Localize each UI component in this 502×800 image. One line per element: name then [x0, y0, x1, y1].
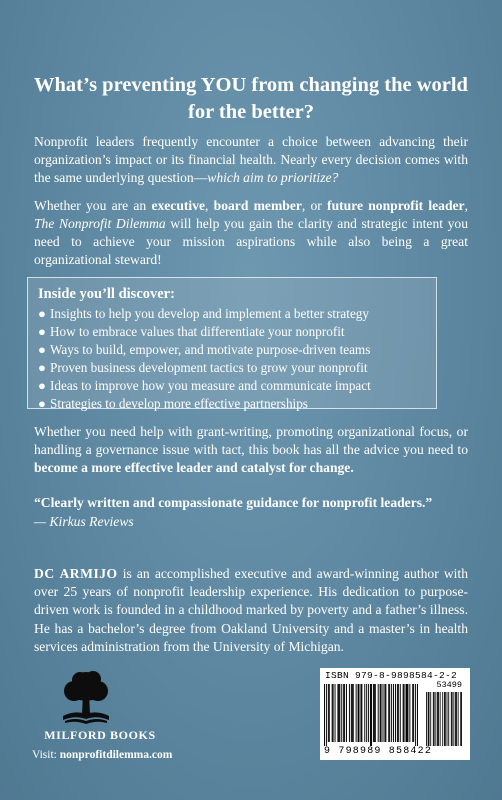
- isbn-barcode: [320, 668, 470, 760]
- barcode-bar: [343, 684, 344, 742]
- barcode-bar: [353, 684, 354, 742]
- barcode-bar: [361, 684, 362, 742]
- barcode-addon-bar: [453, 692, 454, 746]
- list-item-text: Ways to build, empower, and motivate purpose-driven teams: [50, 342, 371, 357]
- barcode-bar: [358, 684, 359, 742]
- audience-sep3: ,: [464, 198, 468, 213]
- barcode-bar: [409, 684, 410, 742]
- barcode-addon-bar: [434, 692, 435, 746]
- barcode-addon-bar: [435, 692, 436, 746]
- barcode-bar: [374, 684, 375, 742]
- barcode-bar: [332, 684, 333, 742]
- barcode-bar: [326, 684, 327, 746]
- visit-label: Visit:: [32, 749, 60, 761]
- list-item: [38, 323, 426, 341]
- audience-sep2: , or: [301, 198, 328, 213]
- list-item-text: Ideas to improve how you measure and communicate impact: [50, 378, 371, 393]
- barcode-bar: [335, 684, 336, 742]
- barcode-addon-bar: [447, 692, 448, 746]
- list-item-text: Proven business development tactics to grow your nonprofit: [50, 360, 368, 375]
- list-item: [38, 305, 426, 323]
- closing-paragraph: [34, 423, 468, 477]
- bullet-icon: ●: [38, 378, 46, 393]
- author-name: DC ARMIJO: [34, 566, 118, 581]
- barcode-bar: [406, 684, 407, 742]
- intro-paragraph: [34, 133, 468, 187]
- barcode-bar: [364, 684, 365, 742]
- barcode-bar: [370, 684, 371, 746]
- book-title: The Nonprofit Dilemma: [34, 216, 166, 231]
- list-item: [38, 341, 426, 359]
- barcode-addon-bar: [448, 692, 449, 746]
- publisher-name: MILFORD BOOKS: [44, 728, 156, 742]
- audience-pre: Whether you are an: [34, 198, 152, 213]
- barcode-bar: [368, 684, 369, 742]
- barcode-bar: [388, 684, 389, 742]
- barcode-bar: [371, 684, 372, 746]
- barcode-bar: [404, 684, 405, 742]
- barcode-addon-bar: [452, 692, 453, 746]
- barcode-addon-bar: [445, 692, 446, 746]
- audience-paragraph: [34, 197, 468, 269]
- barcode-addon-bar: [437, 692, 438, 746]
- barcode-bar: [406, 684, 407, 742]
- barcode-bar: [378, 684, 379, 742]
- barcode-bar: [341, 684, 342, 742]
- author-bio-text: is an accomplished executive and award-winning author with over 25 years of nonprofit leadership experience. His dedication to purpose-driven work is founded in a childhood marked by poverty and a father’s illness. He has a bachelor’s degree from Oakland University and a master’s in health services administration from the University of Michigan.: [34, 566, 468, 654]
- list-item: [38, 395, 426, 413]
- barcode-addon-bar: [430, 692, 431, 746]
- barcode-bar: [329, 684, 330, 742]
- review-quote: [34, 493, 474, 531]
- discover-list: [38, 305, 426, 413]
- audience-post: will help you gain the clarity and strategic intent you need to achieve your mission aspirations while also being a great organizational steward!: [34, 216, 468, 267]
- barcode-addon-bar: [426, 692, 427, 746]
- barcode-bar: [412, 684, 413, 742]
- barcode-bar: [338, 684, 339, 742]
- tree-logo-icon: [55, 668, 117, 728]
- audience-role-future: future nonprofit leader: [327, 198, 465, 213]
- barcode-bar: [413, 684, 414, 742]
- list-item: [38, 377, 426, 395]
- barcode-bar: [389, 684, 390, 742]
- barcode-bar: [333, 684, 334, 742]
- barcode-addon-bar: [428, 692, 429, 746]
- bullet-icon: ●: [38, 324, 46, 339]
- ean-digits: 9 798989 858422: [324, 746, 433, 757]
- barcode-bar: [344, 684, 345, 742]
- barcode-bar: [381, 684, 382, 742]
- barcode-bar: [328, 684, 329, 742]
- barcode-bar: [384, 684, 385, 742]
- barcode-addon-bar: [455, 692, 456, 746]
- barcode-addon-bar: [438, 692, 439, 746]
- barcode-bar: [359, 684, 360, 742]
- barcode-bar: [324, 684, 325, 746]
- barcode-bar: [391, 684, 392, 742]
- barcode-bar: [397, 684, 398, 742]
- closing-text: Whether you need help with grant-writing, promoting organizational focus, or handling a governance issue with tact, this book has all the advice you need to: [34, 424, 468, 457]
- bullet-icon: ●: [38, 360, 46, 375]
- barcode-bar: [407, 684, 408, 742]
- barcode-bar: [346, 684, 347, 742]
- barcode-addon-bar: [442, 692, 443, 746]
- audience-role-executive: executive: [151, 198, 206, 213]
- list-item-text: Strategies to develop more effective partnerships: [50, 396, 308, 411]
- barcode-bar: [400, 684, 401, 742]
- barcode-addon-bar: [461, 692, 462, 746]
- barcode-addon-bar: [429, 692, 430, 746]
- barcode-bar: [383, 684, 384, 742]
- author-bio: [34, 565, 468, 656]
- review-attribution: — Kirkus Reviews: [34, 514, 134, 529]
- barcode-bar: [373, 684, 374, 742]
- barcode-bar: [385, 684, 386, 742]
- isbn-number: ISBN 979-8-9898584-2-2: [325, 670, 458, 681]
- barcode-bar: [375, 684, 376, 742]
- barcode-bar: [360, 684, 361, 742]
- barcode-addon-bar: [460, 692, 461, 746]
- barcode-addon-number: 53499: [436, 680, 462, 690]
- intro-emphasis: which aim to prioritize?: [207, 170, 339, 185]
- bullet-icon: ●: [38, 396, 46, 411]
- audience-sep1: ,: [205, 198, 214, 213]
- barcode-bar: [366, 684, 367, 742]
- barcode-bar: [417, 684, 418, 746]
- barcode-addon-bar: [451, 692, 452, 746]
- barcode-bar: [415, 684, 416, 746]
- barcode-bar: [339, 684, 340, 742]
- bullet-icon: ●: [38, 342, 46, 357]
- barcode-bar: [398, 684, 399, 742]
- list-item-text: How to embrace values that differentiate your nonprofit: [50, 324, 345, 339]
- barcode-bar: [403, 684, 404, 742]
- barcode-addon-bar: [456, 692, 457, 746]
- barcode-bar: [380, 684, 381, 742]
- review-quote-text: “Clearly written and compassionate guidance for nonprofit leaders.”: [34, 495, 433, 510]
- audience-role-board: board member: [213, 198, 302, 213]
- barcode-bar: [349, 684, 350, 742]
- website-line: [32, 749, 172, 761]
- barcode-bar: [356, 684, 357, 742]
- barcode-bar: [351, 684, 352, 742]
- barcode-addon-bar: [444, 692, 445, 746]
- intro-text: Nonprofit leaders frequently encounter a choice between advancing their organization’s impact or its financial health. Nearly every decision comes with the same underlying question—: [34, 134, 468, 185]
- barcode-addon-bar: [458, 692, 459, 746]
- barcode-bar: [393, 684, 394, 742]
- list-item-text: Insights to help you develop and implement a better strategy: [50, 306, 369, 321]
- bullet-icon: ●: [38, 306, 46, 321]
- discover-box: [27, 277, 437, 409]
- barcode-addon-bar: [433, 692, 434, 746]
- headline: What’s preventing YOU from changing the world for the better?: [34, 74, 468, 123]
- barcode-addon-bar: [440, 692, 441, 746]
- barcode-bar: [352, 684, 353, 742]
- barcode-bars: [324, 680, 466, 746]
- barcode-bar: [337, 684, 338, 742]
- discover-heading: Inside you’ll discover:: [38, 286, 175, 302]
- list-item: [38, 359, 426, 377]
- website-link[interactable]: nonprofitdilemma.com: [59, 749, 173, 761]
- closing-bold: become a more effective leader and catalyst for change.: [34, 460, 354, 475]
- barcode-bar: [395, 684, 396, 742]
